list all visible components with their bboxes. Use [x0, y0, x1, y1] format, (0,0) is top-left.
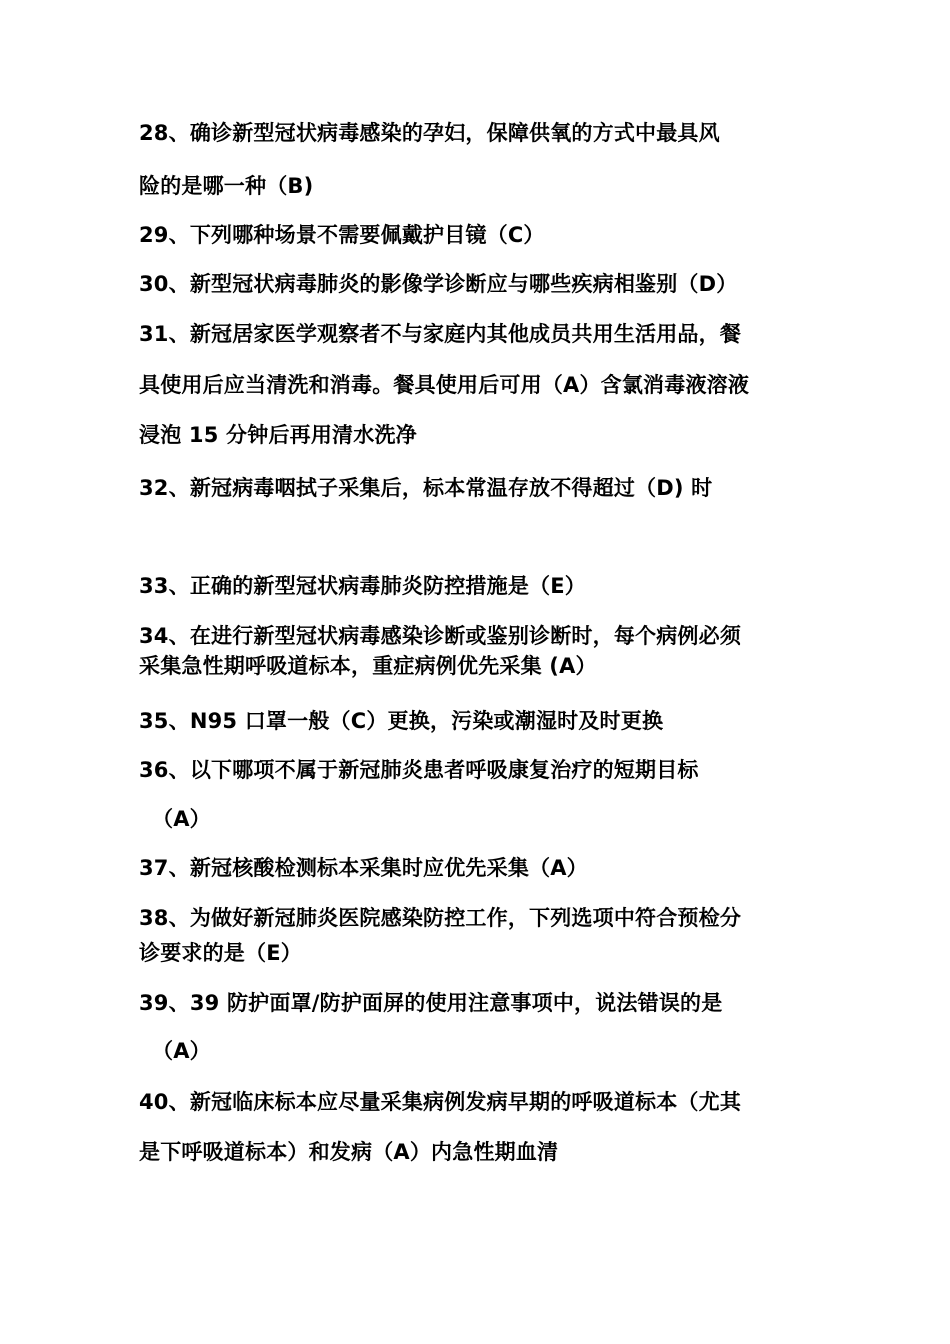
q34-line-2: 采集急性期呼吸道标本，重症病例优先采集 (A） — [139, 654, 597, 678]
q30-line: 30、新型冠状病毒肺炎的影像学诊断应与哪些疾病相鉴别（D） — [139, 272, 738, 296]
q40-line-2: 是下呼吸道标本）和发病（A）内急性期血清 — [139, 1140, 559, 1164]
q32-line: 32、新冠病毒咽拭子采集后，标本常温存放不得超过（D) 时 — [139, 476, 713, 500]
q28-line-2: 险的是哪一种（B) — [139, 174, 314, 198]
q31-line-2: 具使用后应当清洗和消毒。餐具使用后可用（A）含氯消毒液溶液 — [139, 373, 750, 397]
q33-line: 33、正确的新型冠状病毒肺炎防控措施是（E） — [139, 574, 586, 598]
q36-line-1: 36、以下哪项不属于新冠肺炎患者呼吸康复治疗的短期目标 — [139, 758, 699, 782]
q38-line-2: 诊要求的是（E） — [139, 941, 302, 965]
q34-line-1: 34、在进行新型冠状病毒感染诊断或鉴别诊断时，每个病例必须 — [139, 624, 742, 648]
q35-line: 35、N95 口罩一般（C）更换，污染或潮湿时及时更换 — [139, 709, 664, 733]
q28-line-1: 28、确诊新型冠状病毒感染的孕妇，保障供氧的方式中最具风 — [139, 121, 720, 145]
q40-line-1: 40、新冠临床标本应尽量采集病例发病早期的呼吸道标本（尤其 — [139, 1090, 742, 1114]
q38-line-1: 38、为做好新冠肺炎医院感染防控工作，下列选项中符合预检分 — [139, 906, 742, 930]
q36-line-2: （A） — [152, 807, 211, 831]
q39-line-1: 39、39 防护面罩/防护面屏的使用注意事项中，说法错误的是 — [139, 991, 723, 1015]
q31-line-3: 浸泡 15 分钟后再用清水洗净 — [139, 423, 417, 447]
q29-line: 29、下列哪种场景不需要佩戴护目镜（C） — [139, 223, 545, 247]
q37-line: 37、新冠核酸检测标本采集时应优先采集（A） — [139, 856, 588, 880]
q31-line-1: 31、新冠居家医学观察者不与家庭内其他成员共用生活用品，餐 — [139, 322, 742, 346]
q39-line-2: （A） — [152, 1039, 211, 1063]
